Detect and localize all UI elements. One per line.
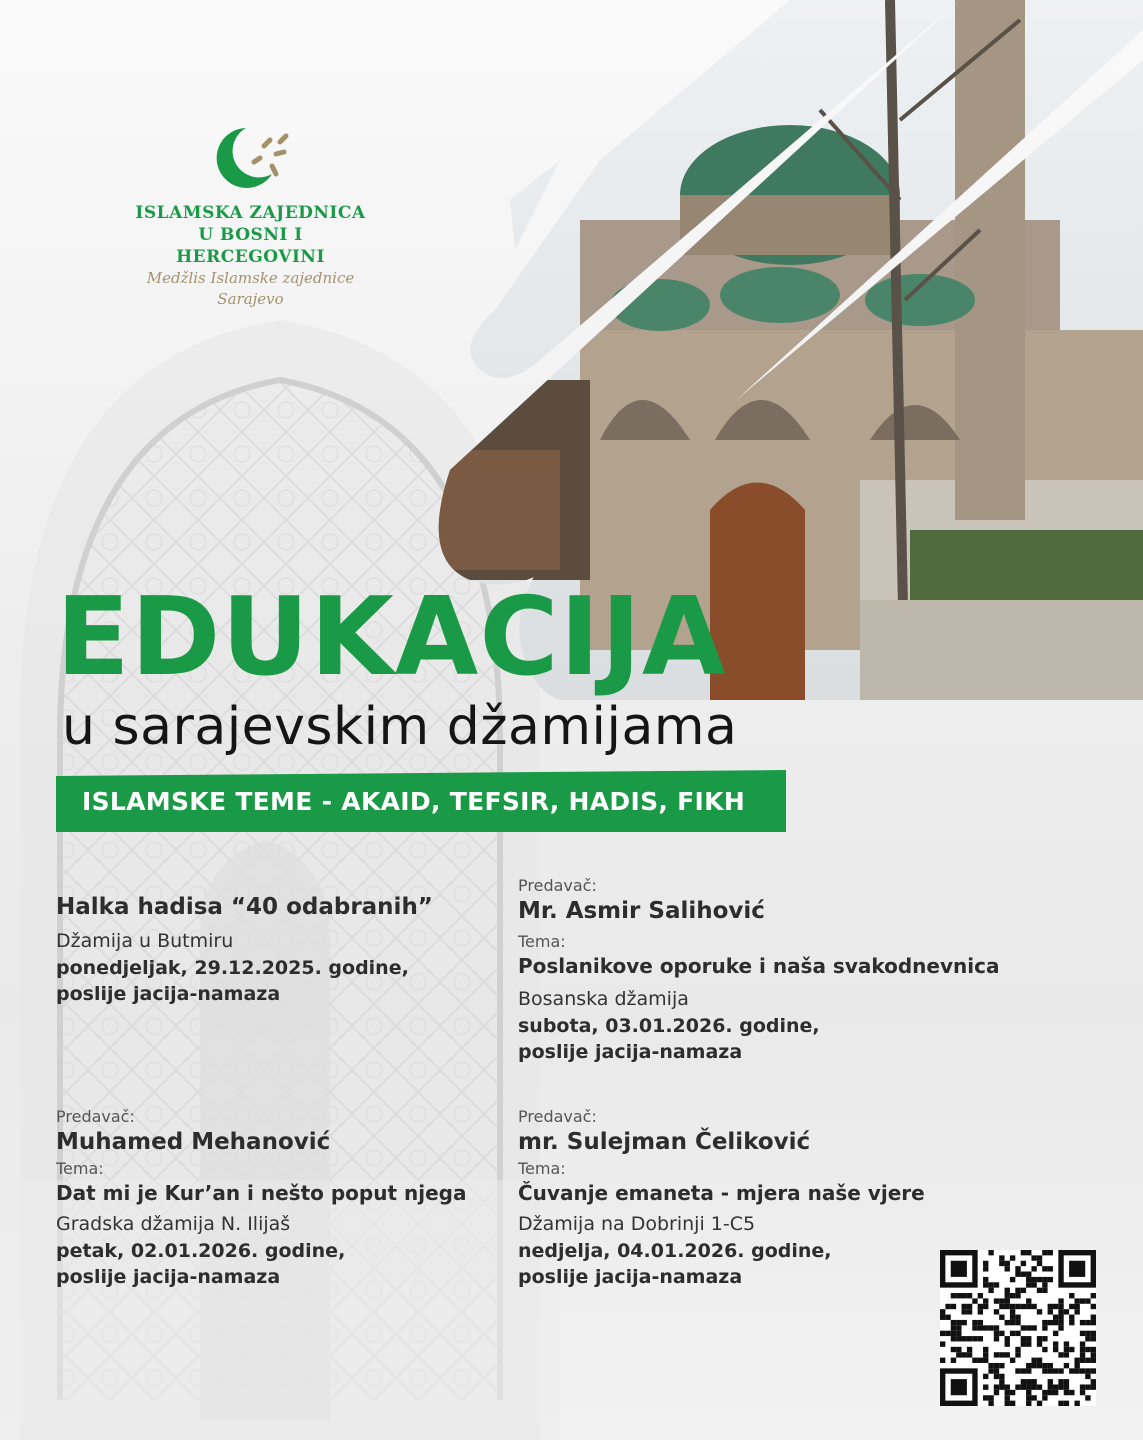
event-time: poslije jacija-namaza [518, 1041, 743, 1063]
lecturer-name: mr. Sulejman Čeliković [518, 1129, 811, 1155]
qr-code-pattern [940, 1250, 1096, 1406]
event-topic: Dat mi je Kur’an i nešto poput njega [56, 1181, 467, 1205]
event-card-1 [56, 892, 433, 1007]
event-place: Bosanska džamija [518, 988, 689, 1010]
event-time: poslije jacija-namaza [56, 983, 281, 1005]
event-card-4 [518, 1107, 925, 1290]
event-place: Džamija na Dobrinji 1-C5 [518, 1213, 756, 1235]
lecturer-name: Muhamed Mehanović [56, 1129, 331, 1155]
logo-subtitle-line1: Medžlis Islamske zajednice [146, 269, 355, 287]
organization-logo [128, 124, 373, 310]
logo-title-line1: ISLAMSKA ZAJEDNICA [135, 203, 366, 223]
lecturer-name: Mr. Asmir Salihović [518, 898, 765, 924]
event-time: poslije jacija-namaza [518, 1266, 743, 1288]
event-place: Gradska džamija N. Ilijaš [56, 1213, 291, 1235]
topic-label: Tema: [518, 1159, 566, 1178]
logo-title-line2: U BOSNI I HERCEGOVINI [176, 225, 325, 267]
topic-label: Tema: [56, 1159, 104, 1178]
lecturer-label: Predavač: [56, 1107, 135, 1126]
event-date: nedjelja, 04.01.2026. godine, [518, 1240, 832, 1262]
topics-text: ISLAMSKE TEME - AKAID, TEFSIR, HADIS, FIKH [82, 787, 746, 816]
subtitle: u sarajevskim džamijama [62, 697, 738, 757]
event-place: Džamija u Butmiru [56, 930, 234, 952]
event-date: subota, 03.01.2026. godine, [518, 1015, 820, 1037]
main-title: EDUKACIJA [56, 575, 727, 700]
event-card-2 [518, 876, 999, 1065]
lecturer-label: Predavač: [518, 1107, 597, 1126]
event-title: Halka hadisa “40 odabranih” [56, 894, 433, 920]
topic-label: Tema: [518, 932, 566, 951]
crescent-logo-icon [206, 124, 296, 188]
event-date: ponedjeljak, 29.12.2025. godine, [56, 957, 409, 979]
event-topic: Poslanikove oporuke i naša svakodnevnica [518, 954, 1000, 978]
lecturer-label: Predavač: [518, 876, 597, 895]
event-topic: Čuvanje emaneta - mjera naše vjere [518, 1181, 925, 1205]
event-date: petak, 02.01.2026. godine, [56, 1240, 346, 1262]
qr-code-icon[interactable] [940, 1250, 1096, 1406]
event-time: poslije jacija-namaza [56, 1266, 281, 1288]
event-card-3 [56, 1107, 466, 1290]
logo-subtitle-line2: Sarajevo [217, 290, 284, 308]
